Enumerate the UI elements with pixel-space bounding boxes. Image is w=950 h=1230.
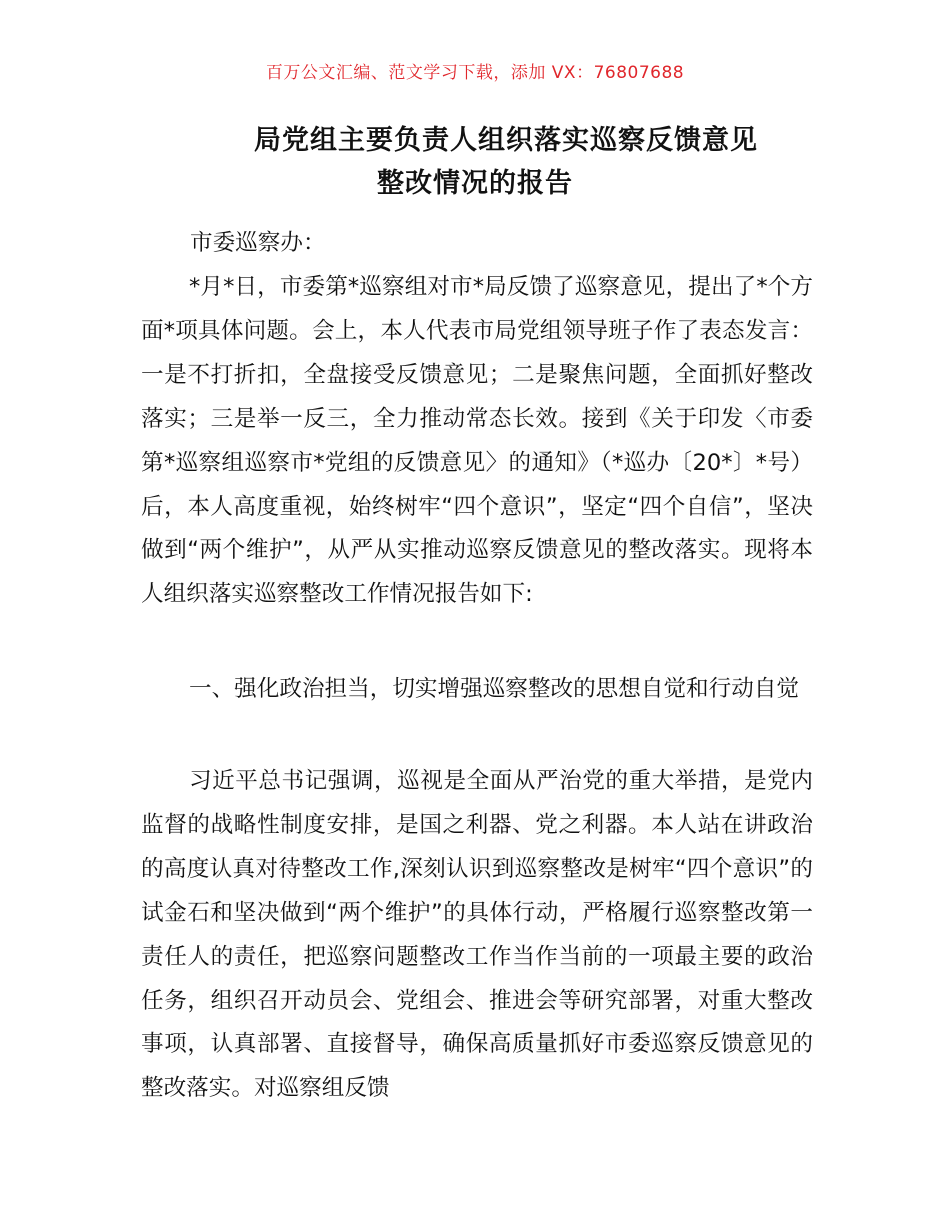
promo-header: 百万公文汇编、范文学习下载，添加 VX：76807688 <box>265 63 685 83</box>
paragraph-2: 习近平总书记强调，巡视是全面从严治党的重大举措，是党内监督的战略性制度安排，是国之利器、党之利器。本人站在讲政治的高度认真对待整改工作,深刻认识到巡察整改是树牢“四个意识”的试金石和坚决做到“两个维护”的具体行动，严格履行巡察整改第一责任人的责任，把巡察问题整改工作当作当前的一项最主要的政治任务，组织召开动员会、党组会、推进会等研究部署，对重大整改事项，认真部署、直接督导，确保高质量抓好市委巡察反馈意见的整改落实。对巡察组反馈 <box>141 768 813 1102</box>
document-title-line-2: 整改情况的报告 <box>377 168 573 199</box>
section-heading-1: 一、强化政治担当，切实增强巡察整改的思想自觉和行动自觉 <box>189 676 800 702</box>
paragraph-1: *月*日，市委第*巡察组对市*局反馈了巡察意见，提出了*个方面*项具体问题。会上，本人代表市局党组领导班子作了表态发言：一是不打折扣，全盘接受反馈意见；二是聚焦问题，全面抓好整改落实；三是举一反三，全力推动常态长效。接到《关于印发〈市委第*巡察组巡察市*党组的反馈意见〉的通知》（*巡办〔20*〕*号）后，本人高度重视，始终树牢“四个意识”，坚定“四个自信”，坚决做到“两个维护”，从严从实推动巡察反馈意见的整改落实。现将本人组织落实巡察整改工作情况报告如下: <box>141 274 813 608</box>
greeting: 市委巡察办： <box>190 230 326 256</box>
document-title-line-1: 局党组主要负责人组织落实巡察反馈意见 <box>254 125 758 156</box>
